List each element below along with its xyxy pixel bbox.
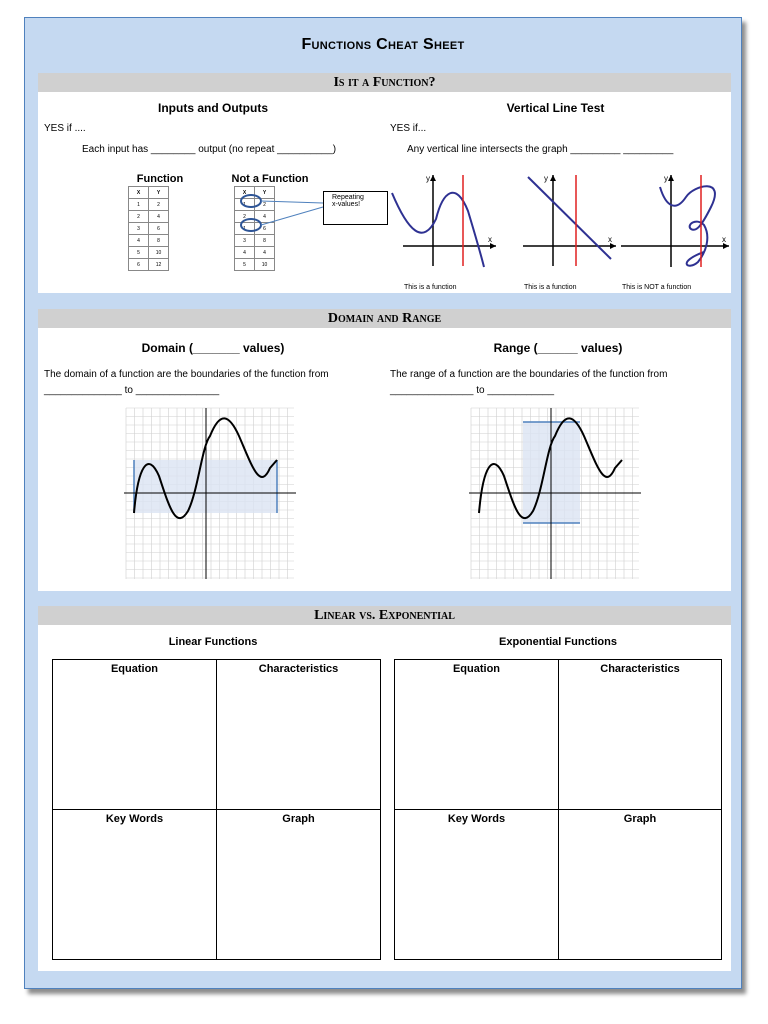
- svg-text:y: y: [426, 174, 430, 183]
- table-cell: 10: [149, 247, 169, 259]
- linear-characteristics-cell: Characteristics: [258, 663, 339, 675]
- table-cell: 6: [129, 259, 149, 271]
- function-label: Function: [136, 173, 184, 185]
- vlt-rule: Any vertical line intersects the graph _________ _________: [407, 144, 674, 155]
- table-row: [129, 223, 169, 235]
- range-graph: [469, 406, 641, 581]
- not-function-label: Not a Function: [231, 173, 309, 185]
- range-heading: Range (______ values): [493, 341, 623, 355]
- table-cell: 5: [235, 259, 255, 271]
- table-row: [129, 211, 169, 223]
- section-header: Domain and Range: [38, 309, 731, 328]
- section-header: Linear vs. Exponential: [38, 606, 731, 625]
- vlt-caption-3: This is NOT a function: [622, 284, 692, 291]
- vlt-graph-not-function: [616, 167, 731, 271]
- domain-heading: Domain (_______ values): [141, 341, 285, 355]
- table-cell: 2: [255, 199, 275, 211]
- cheat-sheet-page: [24, 17, 742, 989]
- vertical-line-test-heading: Vertical Line Test: [506, 101, 605, 115]
- exponential-heading: Exponential Functions: [499, 636, 617, 648]
- repeating-callout: Repeating x-values!: [323, 191, 388, 225]
- vlt-graph-function-2: [508, 171, 618, 271]
- table-cell: 4: [149, 211, 169, 223]
- table-cell: 4: [235, 247, 255, 259]
- linear-key-words-cell: Key Words: [105, 813, 164, 825]
- svg-text:x: x: [722, 235, 726, 244]
- svg-text:x: x: [608, 235, 612, 244]
- table-cell: 3: [129, 223, 149, 235]
- io-rule: Each input has ________ output (no repeat __________): [82, 144, 337, 155]
- table-cell: 1: [235, 199, 255, 211]
- exponential-grid: [394, 659, 722, 960]
- table-cell: 1: [129, 199, 149, 211]
- table-cell: 8: [149, 235, 169, 247]
- exponential-key-words-cell: Key Words: [447, 813, 506, 825]
- table-cell: 4: [255, 247, 275, 259]
- svg-text:y: y: [664, 174, 668, 183]
- table-header-cell: Y: [149, 187, 169, 199]
- table-cell: 3: [235, 235, 255, 247]
- exponential-characteristics-cell: Characteristics: [600, 663, 680, 675]
- section-header: Is it a Function?: [38, 73, 731, 92]
- section-linear-exponential: [38, 606, 731, 971]
- domain-graph: [124, 406, 296, 581]
- table-cell: 4: [255, 211, 275, 223]
- table-header-cell: X: [129, 187, 149, 199]
- exponential-equation-cell: Equation: [452, 663, 501, 675]
- section-domain-range: [38, 309, 731, 591]
- table-cell: 1: [235, 223, 255, 235]
- table-cell: 4: [129, 235, 149, 247]
- table-row: [235, 259, 275, 271]
- range-text-2: _______________ to ____________: [390, 385, 555, 396]
- section-is-function: [38, 73, 731, 293]
- linear-heading: Linear Functions: [168, 636, 258, 648]
- table-cell: 8: [255, 235, 275, 247]
- table-cell: 2: [149, 199, 169, 211]
- table-row: [129, 259, 169, 271]
- table-cell: 12: [149, 259, 169, 271]
- table-cell: 6: [255, 223, 275, 235]
- vlt-caption-2: This is a function: [524, 284, 577, 291]
- page-title: Functions Cheat Sheet: [301, 36, 465, 53]
- vlt-caption-1: This is a function: [404, 284, 457, 291]
- function-table: [128, 186, 169, 271]
- table-cell: 10: [255, 259, 275, 271]
- linear-graph-cell: Graph: [282, 813, 315, 825]
- linear-grid: [52, 659, 381, 960]
- table-row: [129, 235, 169, 247]
- table-row: [129, 199, 169, 211]
- table-cell: 5: [129, 247, 149, 259]
- table-header-cell: Y: [255, 187, 275, 199]
- table-cell: 2: [235, 211, 255, 223]
- range-text-1: The range of a function are the boundaries of the function from: [390, 369, 668, 380]
- table-cell: 2: [129, 211, 149, 223]
- exponential-graph-cell: Graph: [623, 813, 657, 825]
- io-yes-if: YES if ....: [44, 123, 86, 134]
- svg-text:x: x: [488, 235, 492, 244]
- vlt-graph-function-1: [388, 171, 498, 271]
- domain-text-1: The domain of a function are the boundaries of the function from: [44, 369, 329, 380]
- table-row: [235, 247, 275, 259]
- domain-text-2: ______________ to _______________: [44, 385, 220, 396]
- vlt-yes-if: YES if...: [390, 123, 427, 134]
- table-row: [129, 247, 169, 259]
- svg-text:y: y: [544, 174, 548, 183]
- inputs-outputs-heading: Inputs and Outputs: [158, 101, 268, 115]
- table-header-cell: X: [235, 187, 255, 199]
- table-cell: 6: [149, 223, 169, 235]
- linear-equation-cell: Equation: [110, 663, 159, 675]
